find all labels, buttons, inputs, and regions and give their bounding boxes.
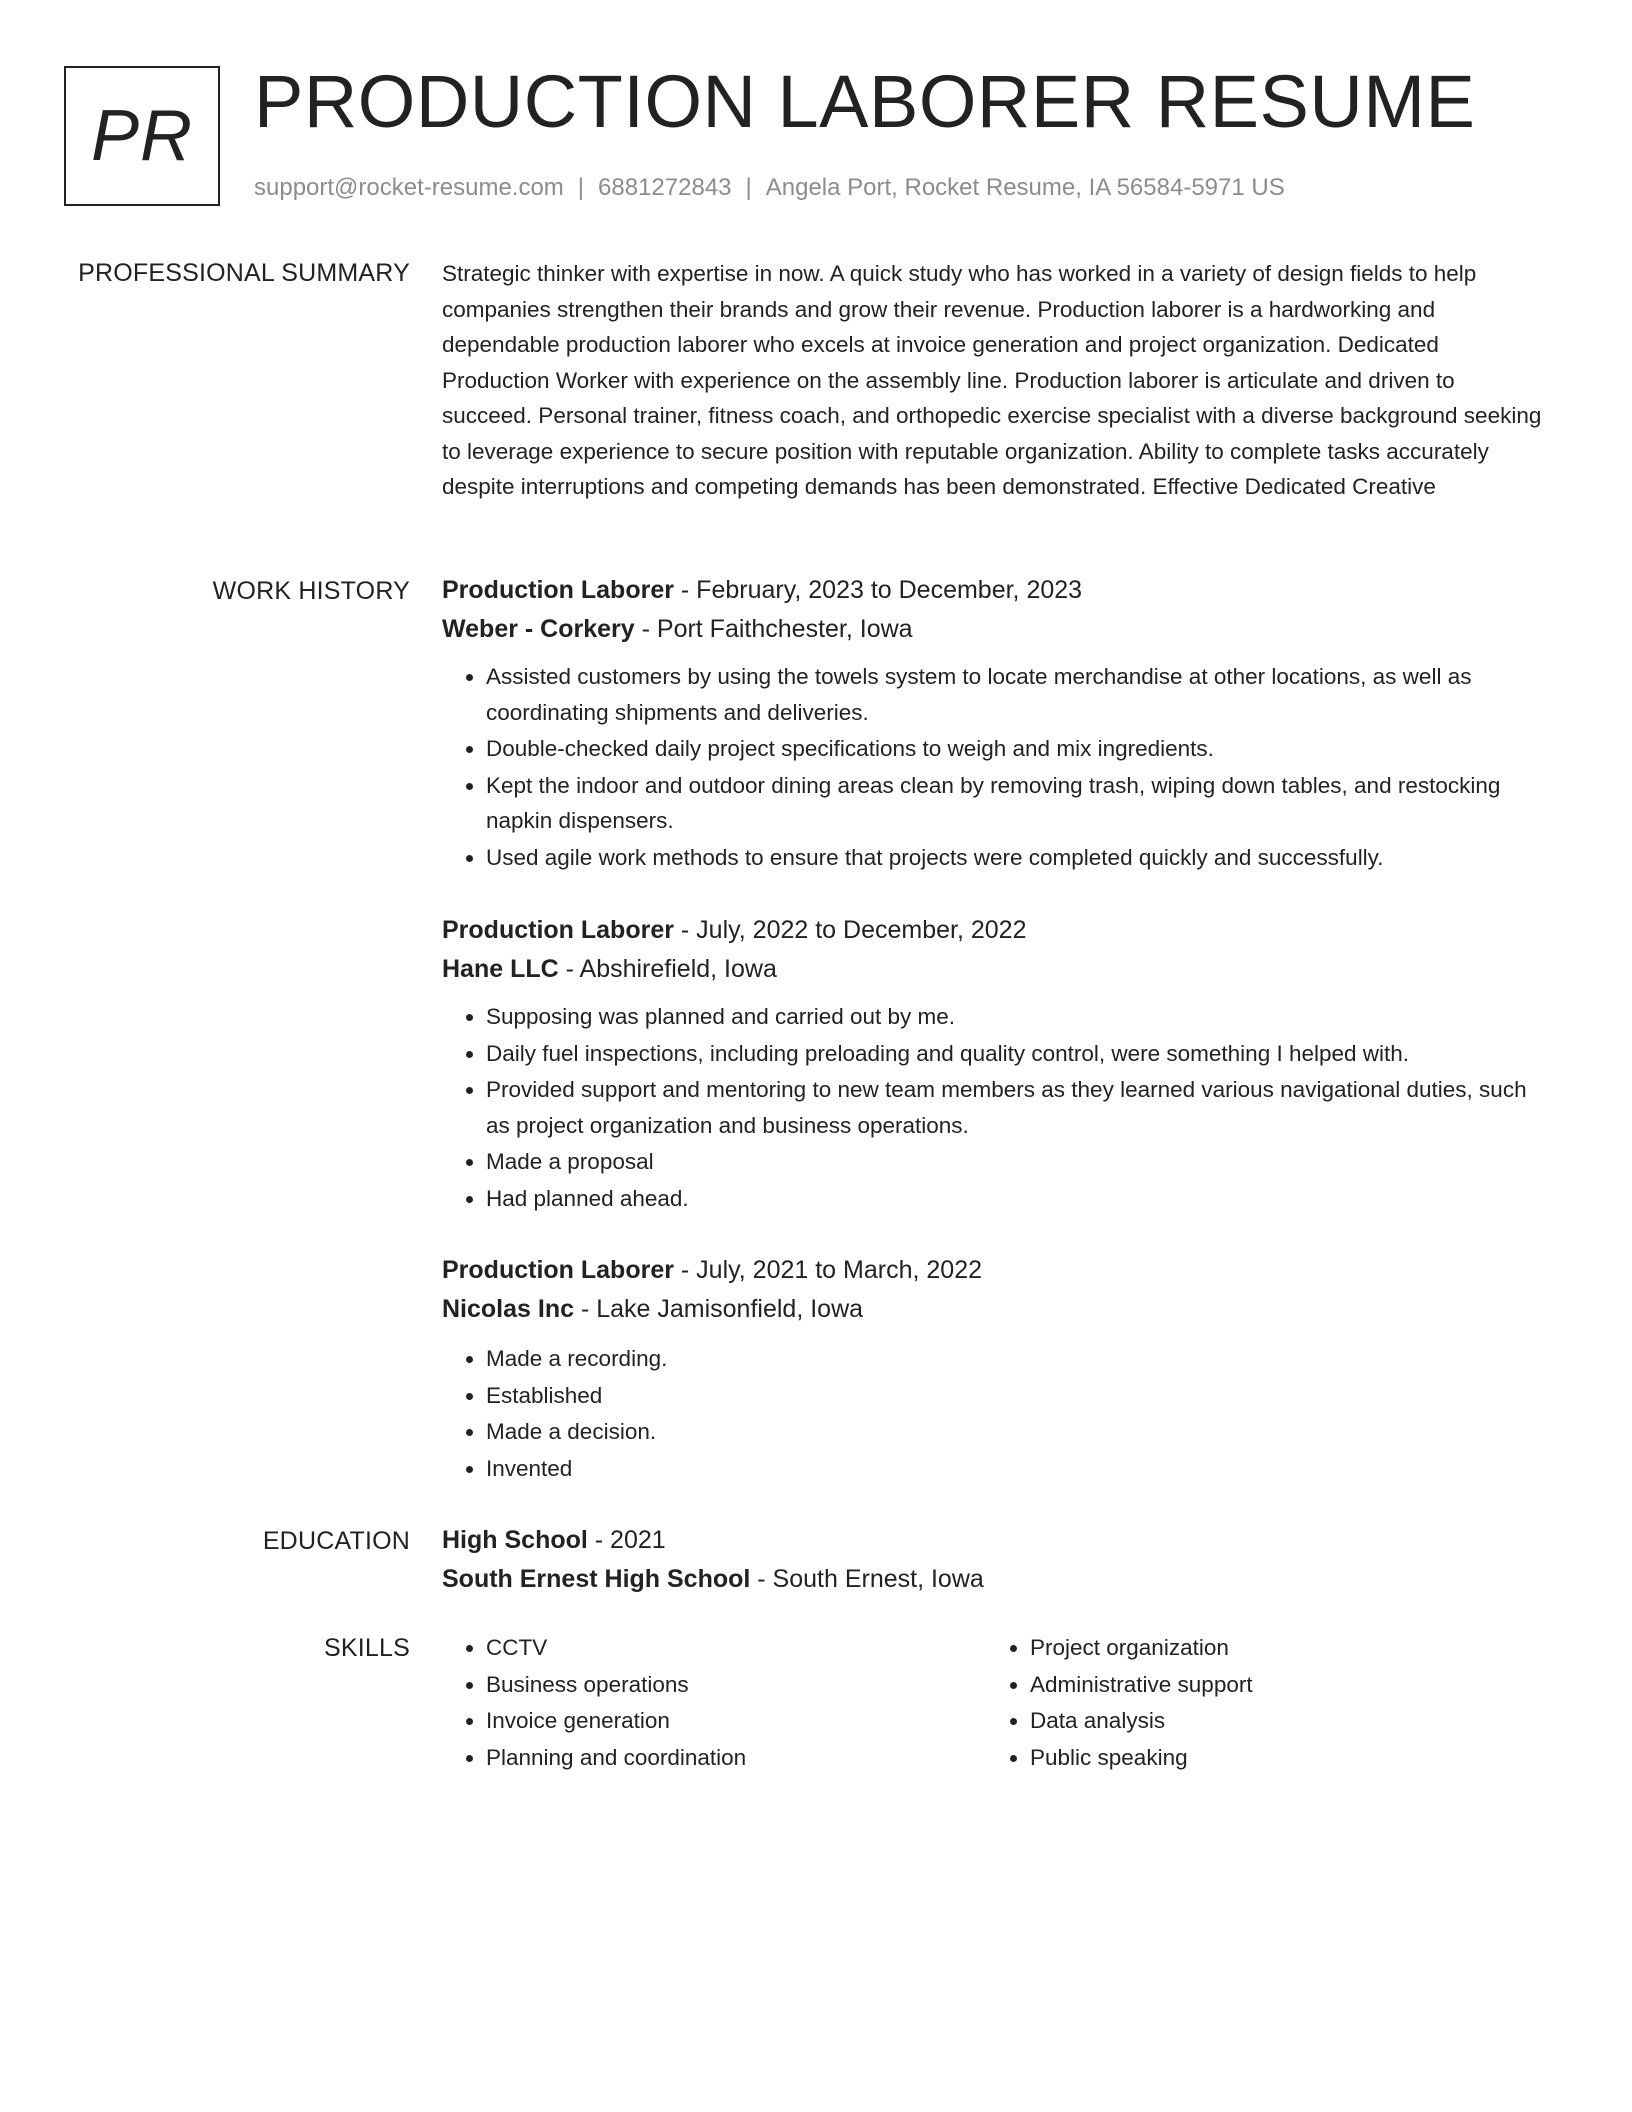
job-company: Weber - Corkery (442, 615, 635, 643)
job-entry (442, 1251, 1542, 1487)
job-entry (442, 911, 1542, 1217)
job-company-line (442, 950, 1542, 989)
summary-section (442, 256, 1547, 505)
education-degree: High School (442, 1526, 588, 1554)
list-item: • Made a decision. (486, 1414, 1542, 1450)
list-item: • Assisted customers by using the towels system to locate merchandise at other locations, as well as coordinating shipments and deliveries. (486, 659, 1542, 730)
section-label-education: EDUCATION (262, 1527, 410, 1555)
list-item: • Provided support and mentoring to new team members as they learned various navigational duties, such as project organization and business operations. (486, 1072, 1542, 1143)
job-company-line (442, 1290, 1542, 1329)
job-entry (442, 571, 1542, 876)
job-location: - Port Faithchester, Iowa (634, 615, 913, 643)
page-title: PRODUCTION LABORER RESUME (254, 60, 1476, 143)
job-title-line (442, 1251, 1542, 1290)
section-label-work-history: WORK HISTORY (212, 577, 410, 605)
list-item: • Daily fuel inspections, including preloading and quality control, were something I helped with. (486, 1036, 1542, 1072)
section-label-skills: SKILLS (324, 1634, 410, 1662)
skill-item: • Planning and coordination (486, 1740, 962, 1776)
job-company-line (442, 610, 1542, 649)
job-title-line (442, 911, 1542, 950)
skill-item: • Business operations (486, 1667, 962, 1703)
list-item: • Double-checked daily project specifications to weigh and mix ingredients. (486, 731, 1542, 767)
skills-list (442, 1630, 962, 1775)
contact-phone[interactable]: 6881272843 (598, 174, 732, 201)
contact-email[interactable]: support@rocket-resume.com (254, 174, 564, 201)
list-item: • Kept the indoor and outdoor dining areas clean by removing trash, wiping down tables, and restocking napkin dispensers. (486, 768, 1542, 839)
job-location: - Lake Jamisonfield, Iowa (574, 1295, 864, 1323)
education-location: - South Ernest, Iowa (750, 1565, 984, 1593)
job-company: Nicolas Inc (442, 1295, 574, 1323)
skills-column-right (986, 1630, 1506, 1776)
education-school: South Ernest High School (442, 1565, 751, 1593)
contact-separator: | (745, 174, 752, 201)
skill-item: • Public speaking (1030, 1740, 1506, 1776)
summary-text: Strategic thinker with expertise in now. A quick study who has worked in a variety of design fields to help companies strengthen their brands and grow their revenue. Production laborer is a hardworking and dependable production laborer who excels at invoice generation and project organization. Dedicated Production Worker with experience on the assembly line. Production laborer is articulate and driven to succeed. Personal trainer, fitness coach, and orthopedic exercise specialist with a diverse background seeking to leverage experience to secure position with reputable organization. Ability to complete tasks accurately despite interruptions and competing demands has been demonstrated. Effective Dedicated Creative (442, 261, 1542, 499)
list-item: • Had planned ahead. (486, 1181, 1542, 1217)
skill-item: • Invoice generation (486, 1703, 962, 1739)
education-school-line (442, 1560, 1542, 1599)
job-dates: - February, 2023 to December, 2023 (673, 576, 1083, 604)
job-title: Production Laborer (442, 916, 674, 944)
skill-item: • Administrative support (1030, 1667, 1506, 1703)
skills-column-left (442, 1630, 962, 1776)
job-title: Production Laborer (442, 1256, 674, 1284)
list-item: • Supposing was planned and carried out by me. (486, 999, 1542, 1035)
education-year: - 2021 (587, 1526, 666, 1554)
job-bullet-list (442, 659, 1542, 875)
skills-section (442, 1630, 1542, 1790)
contact-line (254, 172, 1285, 204)
job-company: Hane LLC (442, 955, 559, 983)
list-item: • Used agile work methods to ensure that projects were completed quickly and successfully. (486, 840, 1542, 876)
job-dates: - July, 2021 to March, 2022 (673, 1256, 983, 1284)
job-bullet-list (442, 999, 1542, 1216)
job-dates: - July, 2022 to December, 2022 (673, 916, 1027, 944)
education-entry (442, 1521, 1542, 1599)
monogram-initials: PR (90, 96, 194, 176)
job-title-line (442, 571, 1542, 610)
list-item: • Established (486, 1378, 1542, 1414)
list-item: • Made a proposal (486, 1144, 1542, 1180)
education-degree-line (442, 1521, 1542, 1560)
skill-item: • CCTV (486, 1630, 962, 1666)
contact-address: Angela Port, Rocket Resume, IA 56584-5971 US (765, 174, 1285, 201)
monogram-logo (64, 66, 220, 206)
job-bullet-list (442, 1341, 1542, 1486)
skills-list (986, 1630, 1506, 1775)
contact-separator: | (577, 174, 585, 201)
section-label-summary: PROFESSIONAL SUMMARY (78, 259, 410, 287)
skill-item: • Project organization (1030, 1630, 1506, 1666)
job-title: Production Laborer (442, 576, 674, 604)
job-location: - Abshirefield, Iowa (558, 955, 777, 983)
list-item: • Invented (486, 1451, 1542, 1487)
skill-item: • Data analysis (1030, 1703, 1506, 1739)
list-item: • Made a recording. (486, 1341, 1542, 1377)
